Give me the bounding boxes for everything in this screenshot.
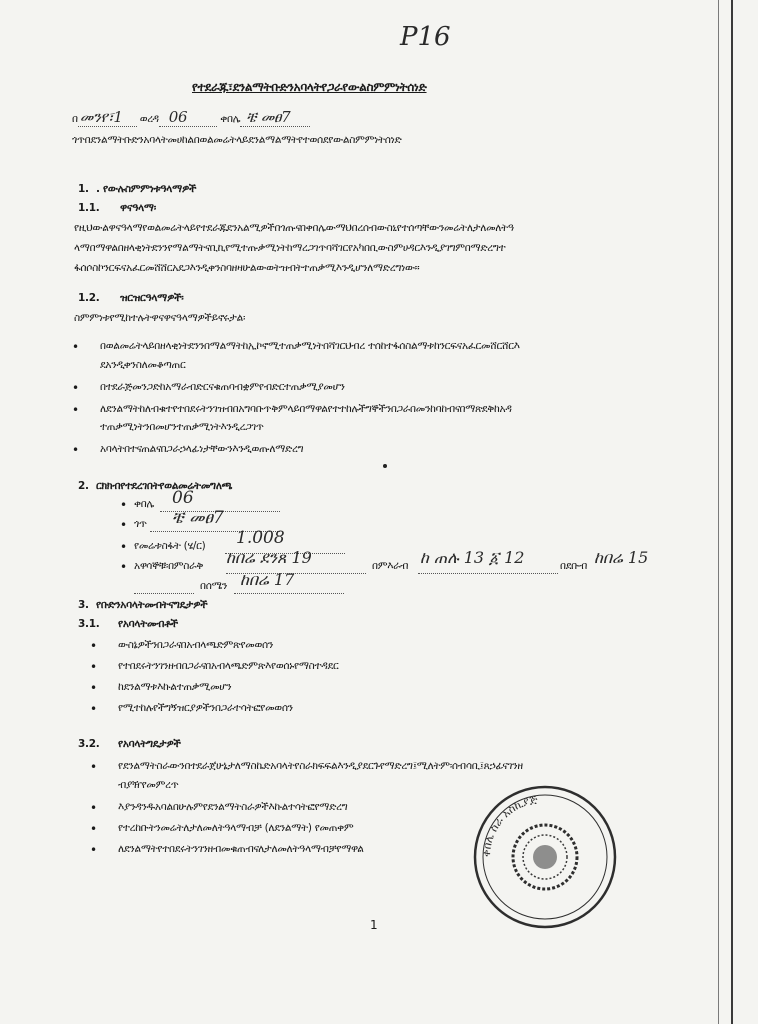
s2-number: 2.	[78, 480, 89, 492]
s2-west-label: በምእራብ	[372, 560, 409, 572]
ink-dot	[383, 464, 387, 468]
s2-area-label: • የመሬቱስፋት (ሄ/ር)	[134, 540, 205, 553]
s11-title: ዋናዓላማ፡	[120, 202, 156, 214]
s12-bullet-4: • አባላትበተናጠልናበጋራኃላፊነታቸውንእንዲወጡለማድረግ	[100, 443, 303, 456]
s12-bullet-2: • በተደራጅመንጋድከአማራብድርናቁጠባብቋምየብድርተጠቃሚያመሆን	[100, 381, 345, 394]
page-ref-handwritten: P16	[400, 22, 451, 52]
s11-line-1: የዚህውልዋናዓላማየወልመሬትላይየተደራጁደንአልሚዎችበጎጡናበቀበሌውማህበረሰብውስኒየተሰጣቸውንመሬትለታለመለትዓ	[74, 222, 514, 234]
svg-text:ቀበሌ ስራ አስኪያጅ	[480, 792, 540, 857]
s2-west-line	[418, 573, 558, 574]
page-binding-edge	[731, 0, 733, 1024]
s2-east-handwritten: ከበሬ ደንጸ 19	[226, 548, 312, 567]
s2-north-line	[234, 593, 344, 594]
date-prefix: በ	[72, 113, 78, 125]
kebele-label: ቀበሌ	[220, 113, 241, 125]
s31-bullet-1: • ውስኔዎችንበጋራናበአብላጫድምጽየመወሰን	[118, 639, 273, 652]
date-line	[72, 108, 310, 126]
s2-area-handwritten: 1.008	[236, 528, 285, 548]
s2-gott-handwritten: ቼ መፀ7	[172, 508, 224, 528]
s31-title: የአባላትመብቶች	[118, 618, 178, 630]
s12-title: ዝርዝርዓላማዎች፡	[120, 292, 184, 304]
s12-number: 1.2.	[78, 292, 100, 304]
s12-bullet-1-cont: ደአንዲቀንስለመቆጣጠር	[100, 359, 186, 371]
month-handwritten: መንየ፣1	[78, 108, 137, 127]
s2-west-handwritten: ከ ጠሉ 13 ፩ 12	[420, 548, 525, 567]
s2-south-handwritten: ከበሬ 15	[594, 548, 649, 567]
s3-number: 3.	[78, 599, 89, 611]
s31-bullet-4: • የሚተከሉየችግኝዝርያዎችንበጋራተሳትፎየመወሰን	[118, 702, 293, 715]
s32-bullet-4: • ለደንልማትየተበደሩትንገንዘብመቁጠብናለታለመለትዓላማብቻየማዋል	[118, 843, 364, 856]
s32-bullet-1-cont: ብያዥየመምረጥ	[118, 779, 179, 791]
s1-number: 1.	[78, 183, 89, 195]
s32-title: የአባላትግዴታዎች	[118, 738, 181, 750]
s2-title: ርክክብየተደረገበትየወልመሬትመግለጫ	[96, 480, 233, 492]
s2-bounds-label: • አዋሳኞቹ፡በምስራቅ	[134, 560, 203, 573]
s32-bullet-3: • የተረከቡትንመሬትለታለመለትዓላማብቻ (ለደንልማት) የመጠቀም	[118, 822, 353, 835]
s2-north-handwritten: ከበሬ 17	[240, 570, 295, 589]
s31-number: 3.1.	[78, 618, 100, 630]
s31-bullet-2: • የተበደሩትንገንዘብበጋራናበአብላጫድምጽእየወሰኑየማስተዳደር	[118, 660, 339, 673]
s12-intro: ስምምነቱየሚከተሉትዋናዋናዓላማዎችይኖሩታል፡	[74, 312, 246, 324]
s2-south-label: በደቡብ	[560, 560, 587, 572]
document-title: የተደራጁ፣ደንልማትቡድንአባላትየጋራየውልስምምነትሰነድ	[192, 80, 427, 94]
s11-line-3: ፋሰሶስኮንርፍናአፈርመሸሸርአደጋእንዲቀንስባዘዛሁልውወትዝብትተጠቃሚእንዲሆንለማድረግነው።	[74, 262, 420, 274]
s2-kebele-label: • ቀበሌ	[134, 498, 154, 511]
s3-title: የቡድንአባላትመብትናግዴታዎች	[96, 599, 208, 611]
page-edge-line	[718, 0, 719, 1024]
s12-bullet-1: • በወልመሬትላይበዘላቂነትደንንበማልማትከኢኮኖሚተጠቃሚነትበሻገርህብረ ተሰከተፋሰስልማቱከንርፍናአፈርመሸርሸርእ	[100, 340, 520, 353]
s11-number: 1.1.	[78, 202, 100, 214]
s12-bullet-3-cont: ተጠቃሚነትንበመሆንተጠቃሚነትእንዲረጋገጥ	[100, 421, 264, 433]
official-stamp-seal	[470, 782, 620, 932]
s32-bullet-1: • የደንልማትስራውንበተደራጀሁኔታለማስኬድአባላትየስራክፍፍልእንዲያደርጉየማድረግ፤ሚለትም፡ሰብሳቢ፤ጸኃፊናገንዘ	[118, 760, 523, 773]
stamp-text: ቀበሌ ስራ አስኪያጅ	[479, 792, 539, 858]
s11-line-2: ላማበማዋልበዘላቂነትደንንየማልማትናቢኪየሚተጡቃሚነትከማረጋገጥባሻገርየአካበቢውስምሀዳርእንዲያገግምበማድረግተ	[74, 242, 506, 254]
s32-number: 3.2.	[78, 738, 100, 750]
s2-north-label: በሰሜን	[200, 580, 228, 592]
s2-gott-label: • ጎጥ	[134, 518, 147, 531]
page-number: 1	[370, 918, 378, 932]
woreda-label: ወረዳ	[139, 113, 159, 125]
kebele-handwritten: ቼ መፀ7	[240, 108, 310, 127]
s31-bullet-3: • ከደንልማቱእኩልተጠቃሚመሆን	[118, 681, 231, 694]
s2-north-leader-line	[134, 593, 194, 594]
intro-line: ጎጥበደንልማትቡድንአባላትመሀከልበወልመሬትላይደንልማልማትየተወሰደየውልስምምነትሰነድ	[72, 134, 402, 146]
s2-kebele-handwritten: 06	[172, 488, 194, 508]
woreda-handwritten: 06	[159, 108, 218, 127]
s1-title: . የውሉስምምነቱዓላማዎች	[96, 183, 197, 195]
s32-bullet-2: • እያንዳንዱአባልበሁሉምየደንልማትስራዎችእኩልተሳትፎየማድረግ	[118, 801, 347, 814]
s12-bullet-3: • ለደንልማትከለብቁተየተበደሩትንገዝብበአግባቡጥቅምላይበማዋልየተተከሉችግኞችንበጋራበመንከባከብናበማጽደቅከአዳ	[100, 403, 512, 416]
